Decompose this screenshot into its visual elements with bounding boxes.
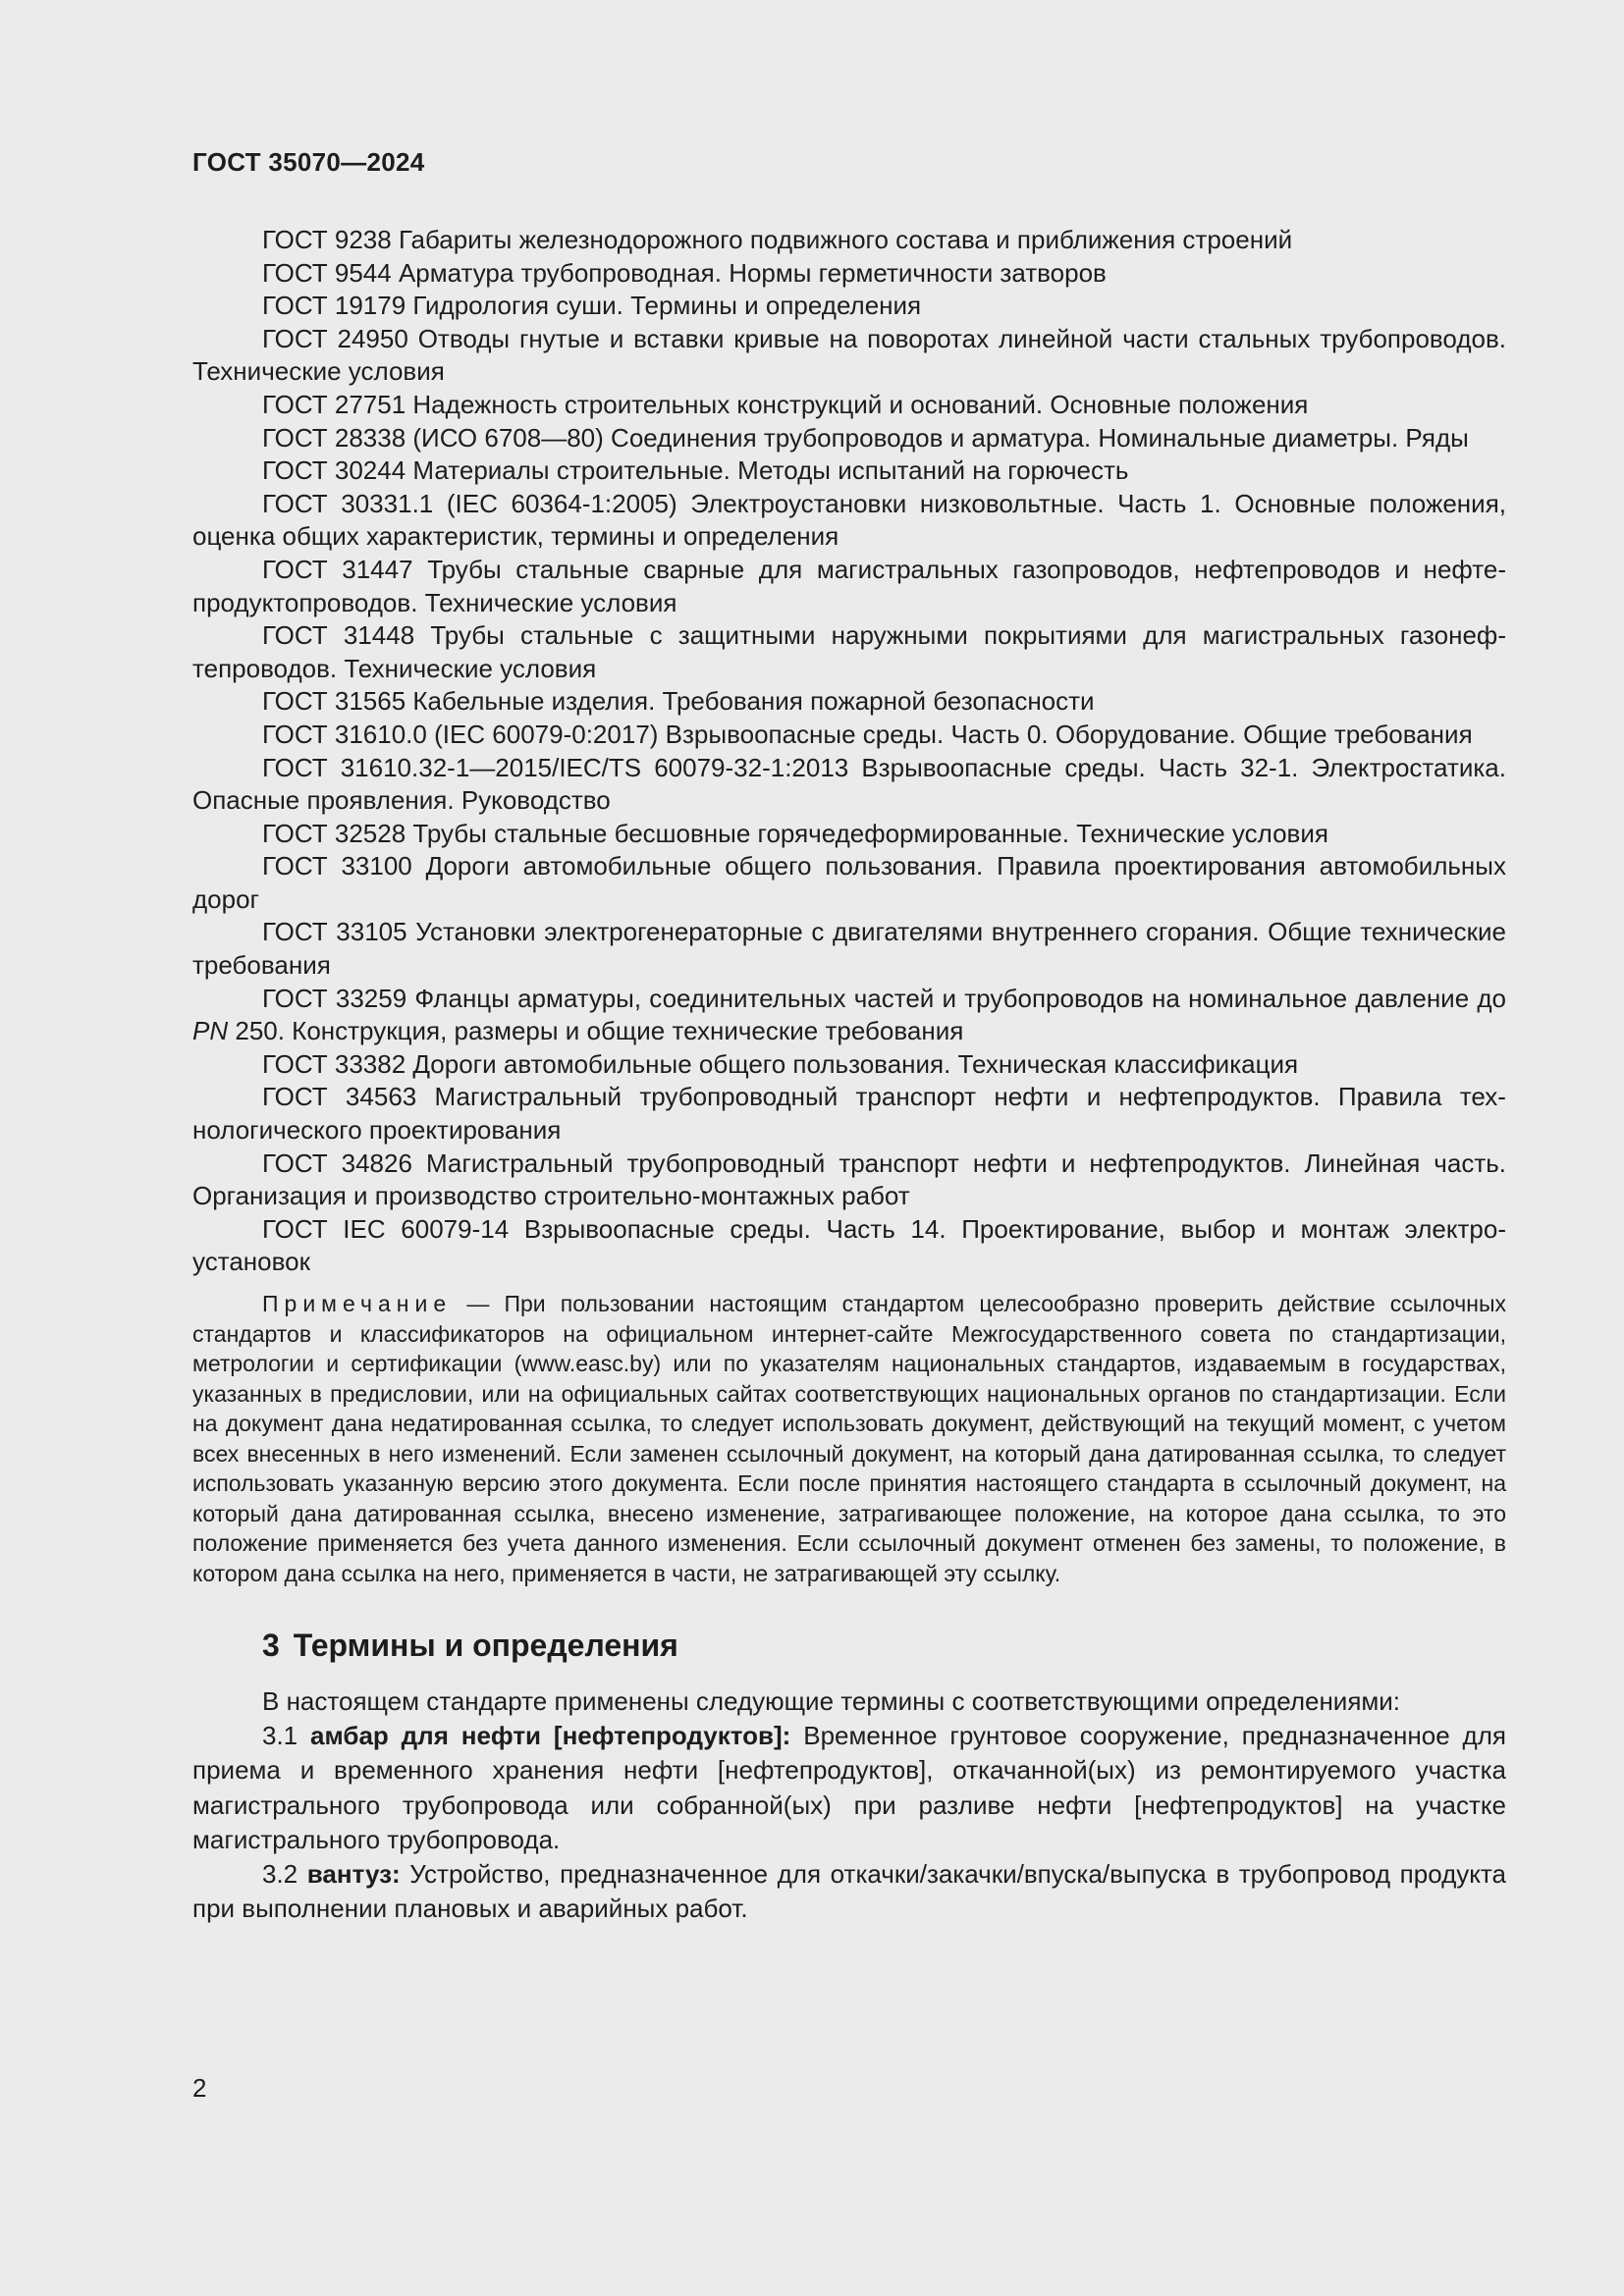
term-number: 3.2 [262,1859,298,1890]
reference-code: ГОСТ 33259 [262,983,407,1013]
reference-code: ГОСТ 30331.1 (IEC 60364-1:2005) [262,488,677,518]
reference-title: Установки электрогенераторные с двигателями внутреннего сгорания. Общие технические требования [192,917,1506,981]
reference-code: ГОСТ 27751 [262,389,406,419]
reference-title: Трубы стальные бесшовные горячедеформированные. Технические условия [412,818,1328,848]
reference-code: ГОСТ 31447 [262,554,413,584]
section-number: 3 [262,1628,280,1663]
reference-item [192,323,1506,389]
section-intro: В настоящем стандарте применены следующие термины с соответствующими определениями: [262,1686,1401,1716]
reference-code: ГОСТ 31610.0 (IEC 60079-0:2017) [262,719,659,749]
reference-title-italic: PN [192,1016,229,1046]
reference-title: Взрывоопасные среды. Часть 0. Оборудование. Общие требования [665,719,1473,749]
reference-title: Отводы гнутые и вставки кривые на поворотах линейной части стальных трубопроводов. Технические условия [192,323,1506,387]
reference-title: Трубы стальные с защитными наружными покрытиями для магистральных газонефтепроводов. Технические условия [192,620,1506,683]
reference-code: ГОСТ 9238 [262,225,392,254]
reference-title: Дороги автомобильные общего пользования. Правила проектирования автомобильных дорог [192,851,1506,914]
note-paragraph [192,1289,1506,1588]
reference-item [192,257,1506,291]
page-content [192,224,1506,1926]
note-label: Примечание [262,1291,453,1316]
reference-code: ГОСТ 33105 [262,917,407,947]
reference-code: ГОСТ 31448 [262,620,415,651]
reference-title: Фланцы арматуры, соединительных частей и трубопроводов на номинальное давление до [414,983,1507,1013]
reference-title: Соединения трубопроводов и арматура. Номинальные диаметры. Ряды [611,422,1469,453]
reference-title: 250. Конструкция, размеры и общие технические требования [235,1016,964,1046]
reference-item [192,290,1506,323]
reference-code: ГОСТ 34826 [262,1148,412,1178]
reference-item [192,1048,1506,1082]
reference-title: Гидрология суши. Термины и определения [412,291,922,321]
reference-code: ГОСТ 34563 [262,1082,417,1112]
reference-code: ГОСТ 31610.32-1—2015/IEC/TS 60079-32-1:2013 [262,752,849,782]
reference-title: Материалы строительные. Методы испытаний на горючесть [412,455,1129,486]
reference-code: ГОСТ 24950 [262,323,408,353]
term-definition [192,1719,1506,1857]
reference-list [192,224,1506,1279]
reference-item [192,850,1506,916]
reference-title: Арматура трубопроводная. Нормы герметичности затворов [398,257,1107,288]
reference-title: Дороги автомобильные общего пользования. Техническая классификация [412,1048,1299,1079]
reference-title: Магистральный трубопроводный транспорт нефти и нефтепродуктов. Правила технологического проектирования [192,1082,1506,1146]
reference-code: ГОСТ IEC 60079-14 [262,1213,510,1244]
reference-item [192,619,1506,685]
reference-item [192,818,1506,851]
reference-item [192,422,1506,455]
reference-code: ГОСТ 33100 [262,851,412,881]
reference-item [192,554,1506,619]
reference-item [192,454,1506,488]
section-title: Термины и определения [293,1628,678,1663]
term-name: вантуз: [306,1859,401,1890]
page-number: 2 [192,2073,207,2103]
reference-item [192,224,1506,257]
reference-code: ГОСТ 33382 [262,1048,406,1079]
reference-item [192,916,1506,982]
reference-item [192,1081,1506,1147]
reference-title: Взрывоопасные среды. Часть 14. Проектирование, выбор и монтаж электроустановок [192,1213,1506,1277]
reference-item [192,488,1506,554]
reference-title: Кабельные изделия. Требования пожарной безопасности [412,686,1095,717]
reference-code: ГОСТ 19179 [262,291,406,321]
reference-title: Габариты железнодорожного подвижного состава и приближения строений [398,225,1293,254]
reference-title: Трубы стальные сварные для магистральных газопроводов, нефтепроводов и нефтепродуктопроводов. Технические условия [192,554,1507,617]
reference-item [192,685,1506,719]
reference-title: Взрывоопасные среды. Часть 32-1. Электростатика. Опасные проявления. Руководство [192,752,1506,816]
reference-item [192,1148,1506,1213]
term-definition [192,1857,1506,1926]
page-header-doc-code: ГОСТ 35070—2024 [192,147,425,177]
term-number: 3.1 [262,1721,298,1751]
reference-code: ГОСТ 32528 [262,818,406,848]
note-text: — При пользовании настоящим стандартом целесообразно проверить действие ссылочных стандартов и классификаторов на официальном интернет-сайте Межгосударственного совета по стандартизации, метрологии и сертификации (www.easc.by) или по указателям национальных стандартов, издаваемым в государствах, указанных в предисловии, или на официальных сайтах соответствующих национальных органов по стандартизации. Если на документ дана недатированная ссылка, то следует использовать документ, действующий на текущий момент, с учетом всех внесенных в него изменений. Если заменен ссылочный документ, на который дана датированная ссылка, то следует использовать указанную версию этого документа. Если после принятия настоящего стандарта в ссылочный документ, на который дана датированная ссылка, внесено изменение, затрагивающее положение, на которое дана ссылка, то это положение применяется без учета данного изменения. Если ссылочный документ отменен без замены, то положение, в котором дана ссылка на него, применяется в части, не затрагивающей эту ссылку. [192,1291,1507,1586]
reference-item [192,752,1506,818]
section-heading [192,1624,1506,1667]
reference-item [192,719,1506,752]
reference-title: Магистральный трубопроводный транспорт нефти и нефтепродуктов. Линейная часть. Организация и производство строительно-монтажных работ [192,1148,1506,1211]
term-name: амбар для нефти [нефтепродуктов]: [310,1721,791,1751]
reference-title: Электроустановки низковольтные. Часть 1. Основные положения, оценка общих характеристик, термины и определения [192,488,1506,552]
term-text: Устройство, предназначенное для откачки/закачки/впуска/выпуска в трубопровод продукта при выполнении плановых и аварийных работ. [192,1859,1507,1924]
reference-title: Надежность строительных конструкций и оснований. Основные положения [412,389,1309,419]
reference-code: ГОСТ 31565 [262,686,406,717]
reference-code: ГОСТ 28338 (ИСО 6708—80) [262,422,604,453]
reference-item [192,983,1506,1048]
reference-code: ГОСТ 9544 [262,257,392,288]
reference-item [192,1213,1506,1279]
reference-code: ГОСТ 30244 [262,455,406,486]
reference-item [192,389,1506,422]
term-text: Временное грунтовое сооружение, предназначенное для приема и временного хранения нефти [нефтепродуктов], откачанной(ых) из ремонтируемого участка магистрального трубопровода или собранной(ых) при разливе нефти [нефтепродуктов] на участке магистрального трубопровода. [192,1721,1506,1854]
